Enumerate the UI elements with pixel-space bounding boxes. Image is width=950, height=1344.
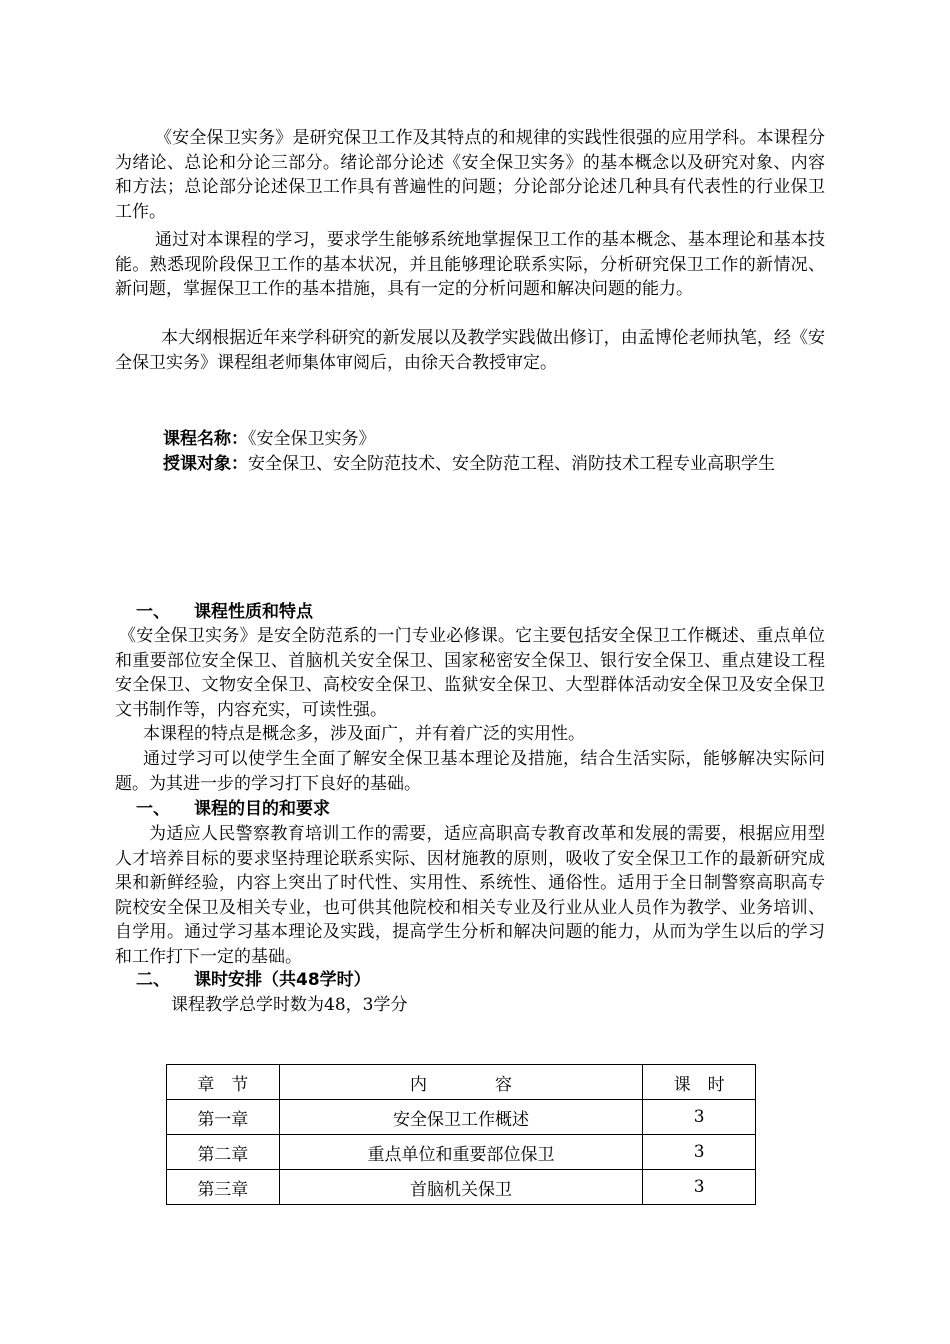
intro-paragraph-1: 《安全保卫实务》是研究保卫工作及其特点的和规律的实践性很强的应用学科。本课程分为绪论、总论和分论三部分。绪论部分论述《安全保卫实务》的基本概念以及研究对象、内容和方法；总论部分论述保卫工作具有普遍性的问题；分论部分论述几种具有代表性的行业保卫工作。 <box>115 128 825 222</box>
section-2-title: 课程的目的和要求 <box>194 799 330 819</box>
table-row <box>167 1135 756 1170</box>
course-name-value: 《安全保卫实务》 <box>248 429 376 449</box>
table-cell-hours: 3 <box>643 1100 756 1135</box>
table-cell-chapter: 第一章 <box>167 1100 280 1135</box>
section-3-heading <box>136 968 371 992</box>
section-2-heading <box>136 797 330 821</box>
section-3-title: 课时安排（共48学时） <box>194 970 371 990</box>
table-cell-content: 安全保卫工作概述 <box>279 1100 643 1135</box>
section-2-number: 一、 <box>136 799 170 819</box>
table-cell-hours: 3 <box>643 1170 756 1205</box>
intro-paragraph-2: 通过对本课程的学习，要求学生能够系统地掌握保卫工作的基本概念、基本理论和基本技能。熟悉现阶段保卫工作的基本状况，并且能够理论联系实际，分析研究保卫工作的新情况、新问题，掌握保卫工作的基本措施，具有一定的分析问题和解决问题的能力。 <box>115 230 825 299</box>
section-3-number: 二、 <box>136 970 170 990</box>
table-header-chapter: 章 节 <box>167 1065 280 1100</box>
table-header-hours: 课 时 <box>643 1065 756 1100</box>
table-header-content: 内 容 <box>279 1065 643 1100</box>
section-1-heading <box>136 600 313 624</box>
course-audience-label: 授课对象： <box>163 454 248 474</box>
course-audience-line <box>115 452 825 477</box>
course-name-line <box>115 427 825 452</box>
table-row <box>167 1170 756 1205</box>
intro-paragraph-3: 本大纲根据近年来学科研究的新发展以及教学实践做出修订，由孟博伦老师执笔，经《安全保卫实务》课程组老师集体审阅后，由徐天合教授审定。 <box>115 328 825 373</box>
section-1-paragraph-3: 通过学习可以使学生全面了解安全保卫基本理论及措施，结合生活实际，能够解决实际问题。为其进一步的学习打下良好的基础。 <box>115 749 825 794</box>
table-header-row <box>167 1065 756 1100</box>
section-1-number: 一、 <box>136 602 170 622</box>
section-2-paragraph-1: 为适应人民警察教育培训工作的需要，适应高职高专教育改革和发展的需要，根据应用型人才培养目标的要求坚持理论联系实际、因材施教的原则，吸收了安全保卫工作的最新研究成果和新鲜经验，内容上突出了时代性、实用性、系统性、通俗性。适用于全日制警察高职高专院校安全保卫及相关专业，也可供其他院校和相关专业及行业从业人员作为教学、业务培训、自学用。通过学习基本理论及实践，提高学生分析和解决问题的能力，从而为学生以后的学习和工作打下一定的基础。 <box>115 824 825 967</box>
section-1-title: 课程性质和特点 <box>194 602 313 622</box>
section-1-paragraph-1: 《安全保卫实务》是安全防范系的一门专业必修课。它主要包括安全保卫工作概述、重点单位和重要部位安全保卫、首脑机关安全保卫、国家秘密安全保卫、银行安全保卫、重点建设工程安全保卫、文物安全保卫、高校安全保卫、监狱安全保卫、大型群体活动安全保卫及安全保卫文书制作等，内容充实，可读性强。 <box>115 626 825 720</box>
course-audience-value: 安全保卫、安全防范技术、安全防范工程、消防技术工程专业高职学生 <box>248 454 775 474</box>
table-cell-content: 首脑机关保卫 <box>279 1170 643 1205</box>
table-row <box>167 1100 756 1135</box>
course-name-label: 课程名称： <box>163 429 248 449</box>
table-cell-chapter: 第三章 <box>167 1170 280 1205</box>
section-3-paragraph-1: 课程教学总学时数为48，3学分 <box>171 995 408 1015</box>
table-cell-content: 重点单位和重要部位保卫 <box>279 1135 643 1170</box>
hours-table <box>166 1064 756 1205</box>
table-cell-chapter: 第二章 <box>167 1135 280 1170</box>
table-cell-hours: 3 <box>643 1135 756 1170</box>
section-1-paragraph-2: 本课程的特点是概念多，涉及面广，并有着广泛的实用性。 <box>143 724 585 744</box>
